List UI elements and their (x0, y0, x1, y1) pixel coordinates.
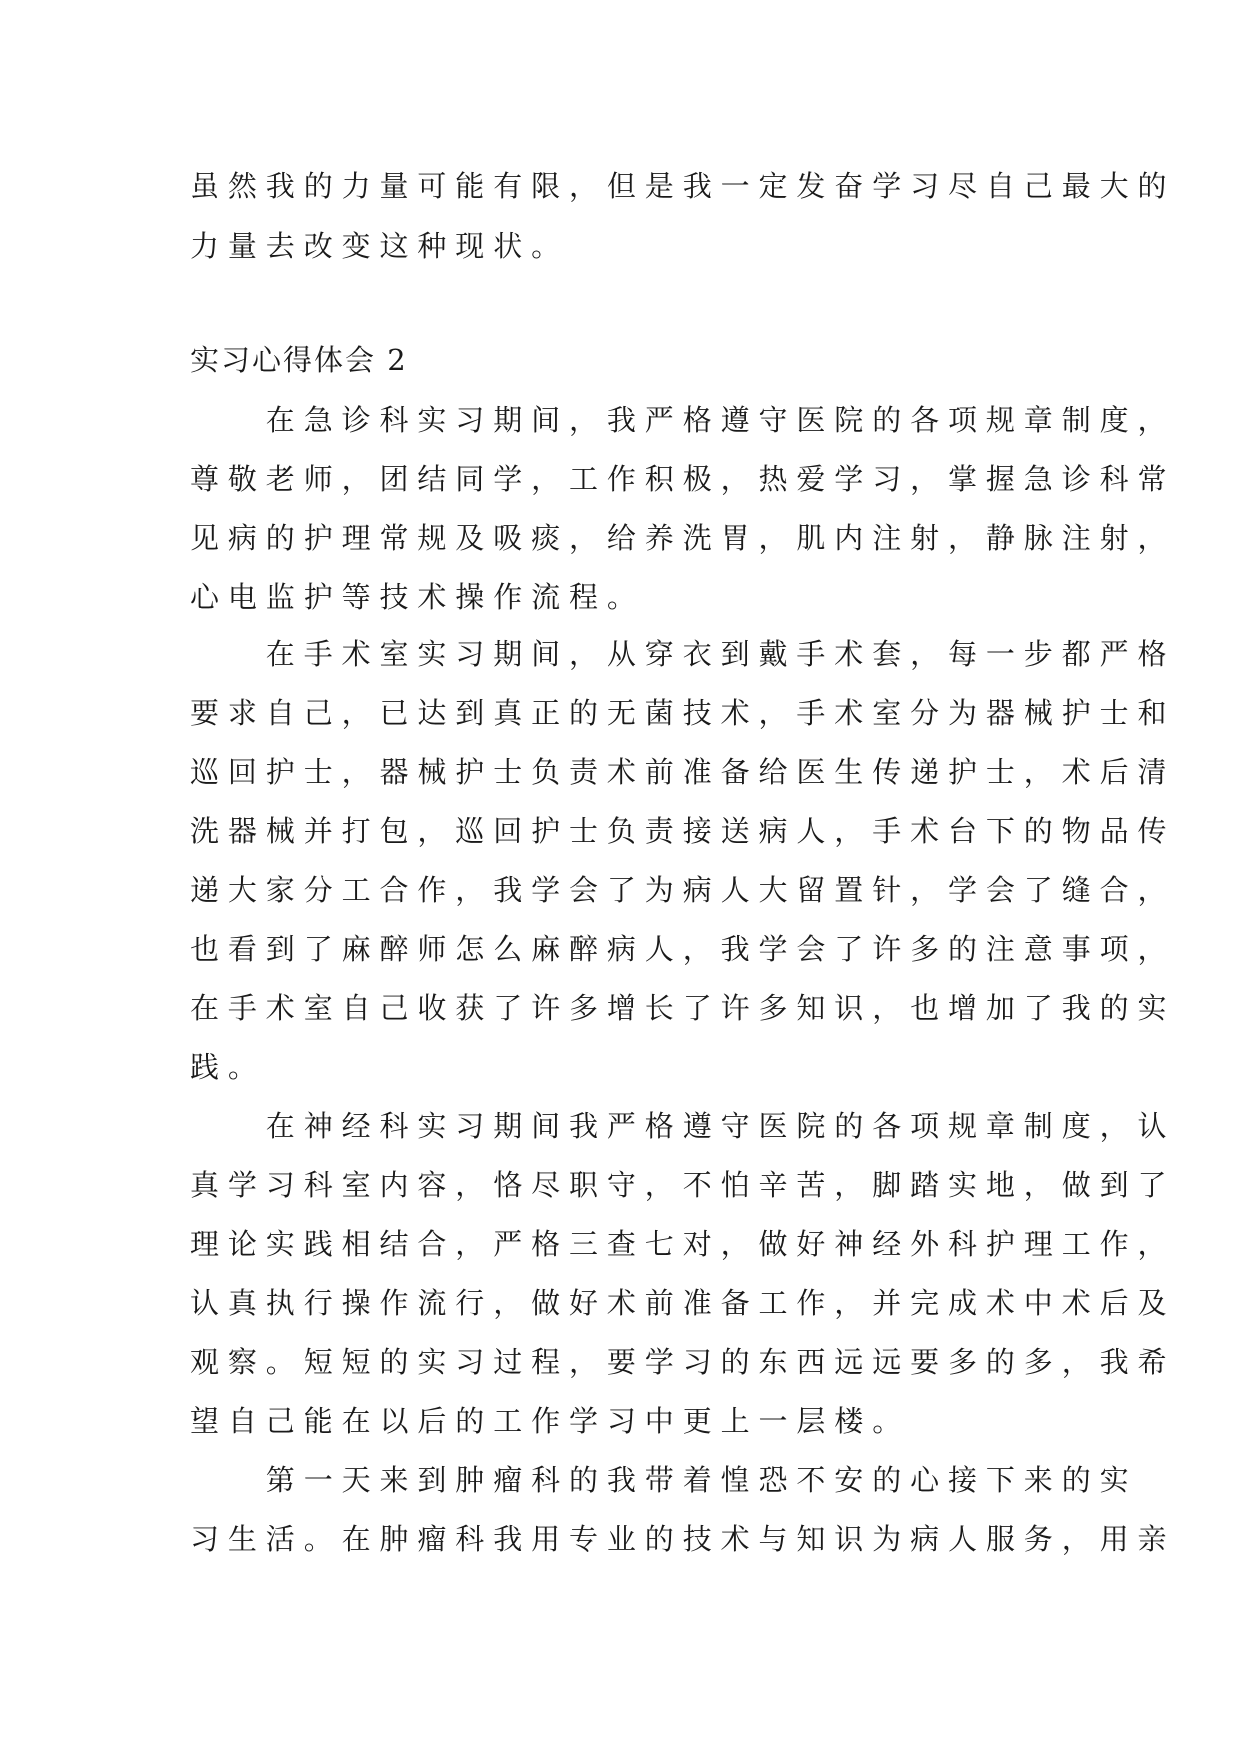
section-title: 实习心得体会 2 (190, 343, 408, 377)
intro-line: 力量去改变这种现状。 (190, 229, 570, 263)
paragraph-line: 理论实践相结合，严格三查七对，做好神经外科护理工作， (190, 1227, 1176, 1261)
paragraph-line: 践。 (190, 1050, 266, 1084)
intro-line: 虽然我的力量可能有限，但是我一定发奋学习尽自己最大的 (190, 169, 1176, 203)
paragraph-line: 第一天来到肿瘤科的我带着惶恐不安的心接下来的实 (190, 1463, 1138, 1497)
paragraph-line: 望自己能在以后的工作学习中更上一层楼。 (190, 1404, 911, 1438)
paragraph-line: 要求自己，已达到真正的无菌技术，手术室分为器械护士和 (190, 696, 1176, 730)
paragraph-line: 巡回护士，器械护士负责术前准备给医生传递护士，术后清 (190, 755, 1176, 789)
paragraph-line: 尊敬老师，团结同学，工作积极，热爱学习，掌握急诊科常 (190, 462, 1176, 496)
paragraph-line: 在手术室实习期间，从穿衣到戴手术套，每一步都严格 (190, 637, 1176, 671)
paragraph-line: 习生活。在肿瘤科我用专业的技术与知识为病人服务，用亲 (190, 1522, 1176, 1556)
paragraph-line: 观察。短短的实习过程，要学习的东西远远要多的多，我希 (190, 1345, 1176, 1379)
paragraph-line: 在手术室自己收获了许多增长了许多知识，也增加了我的实 (190, 991, 1176, 1025)
paragraph-line: 心电监护等技术操作流程。 (190, 580, 645, 614)
paragraph-line: 认真执行操作流行，做好术前准备工作，并完成术中术后及 (190, 1286, 1176, 1320)
paragraph-line: 见病的护理常规及吸痰，给养洗胃，肌内注射，静脉注射， (190, 521, 1176, 555)
paragraph-line: 也看到了麻醉师怎么麻醉病人，我学会了许多的注意事项， (190, 932, 1176, 966)
paragraph-line: 真学习科室内容，恪尽职守，不怕辛苦，脚踏实地，做到了 (190, 1168, 1176, 1202)
paragraph-line: 洗器械并打包，巡回护士负责接送病人，手术台下的物品传 (190, 814, 1176, 848)
paragraph-line: 在急诊科实习期间，我严格遵守医院的各项规章制度， (190, 403, 1176, 437)
paragraph-line: 在神经科实习期间我严格遵守医院的各项规章制度，认 (190, 1109, 1176, 1143)
paragraph-line: 递大家分工合作，我学会了为病人大留置针，学会了缝合， (190, 873, 1176, 907)
